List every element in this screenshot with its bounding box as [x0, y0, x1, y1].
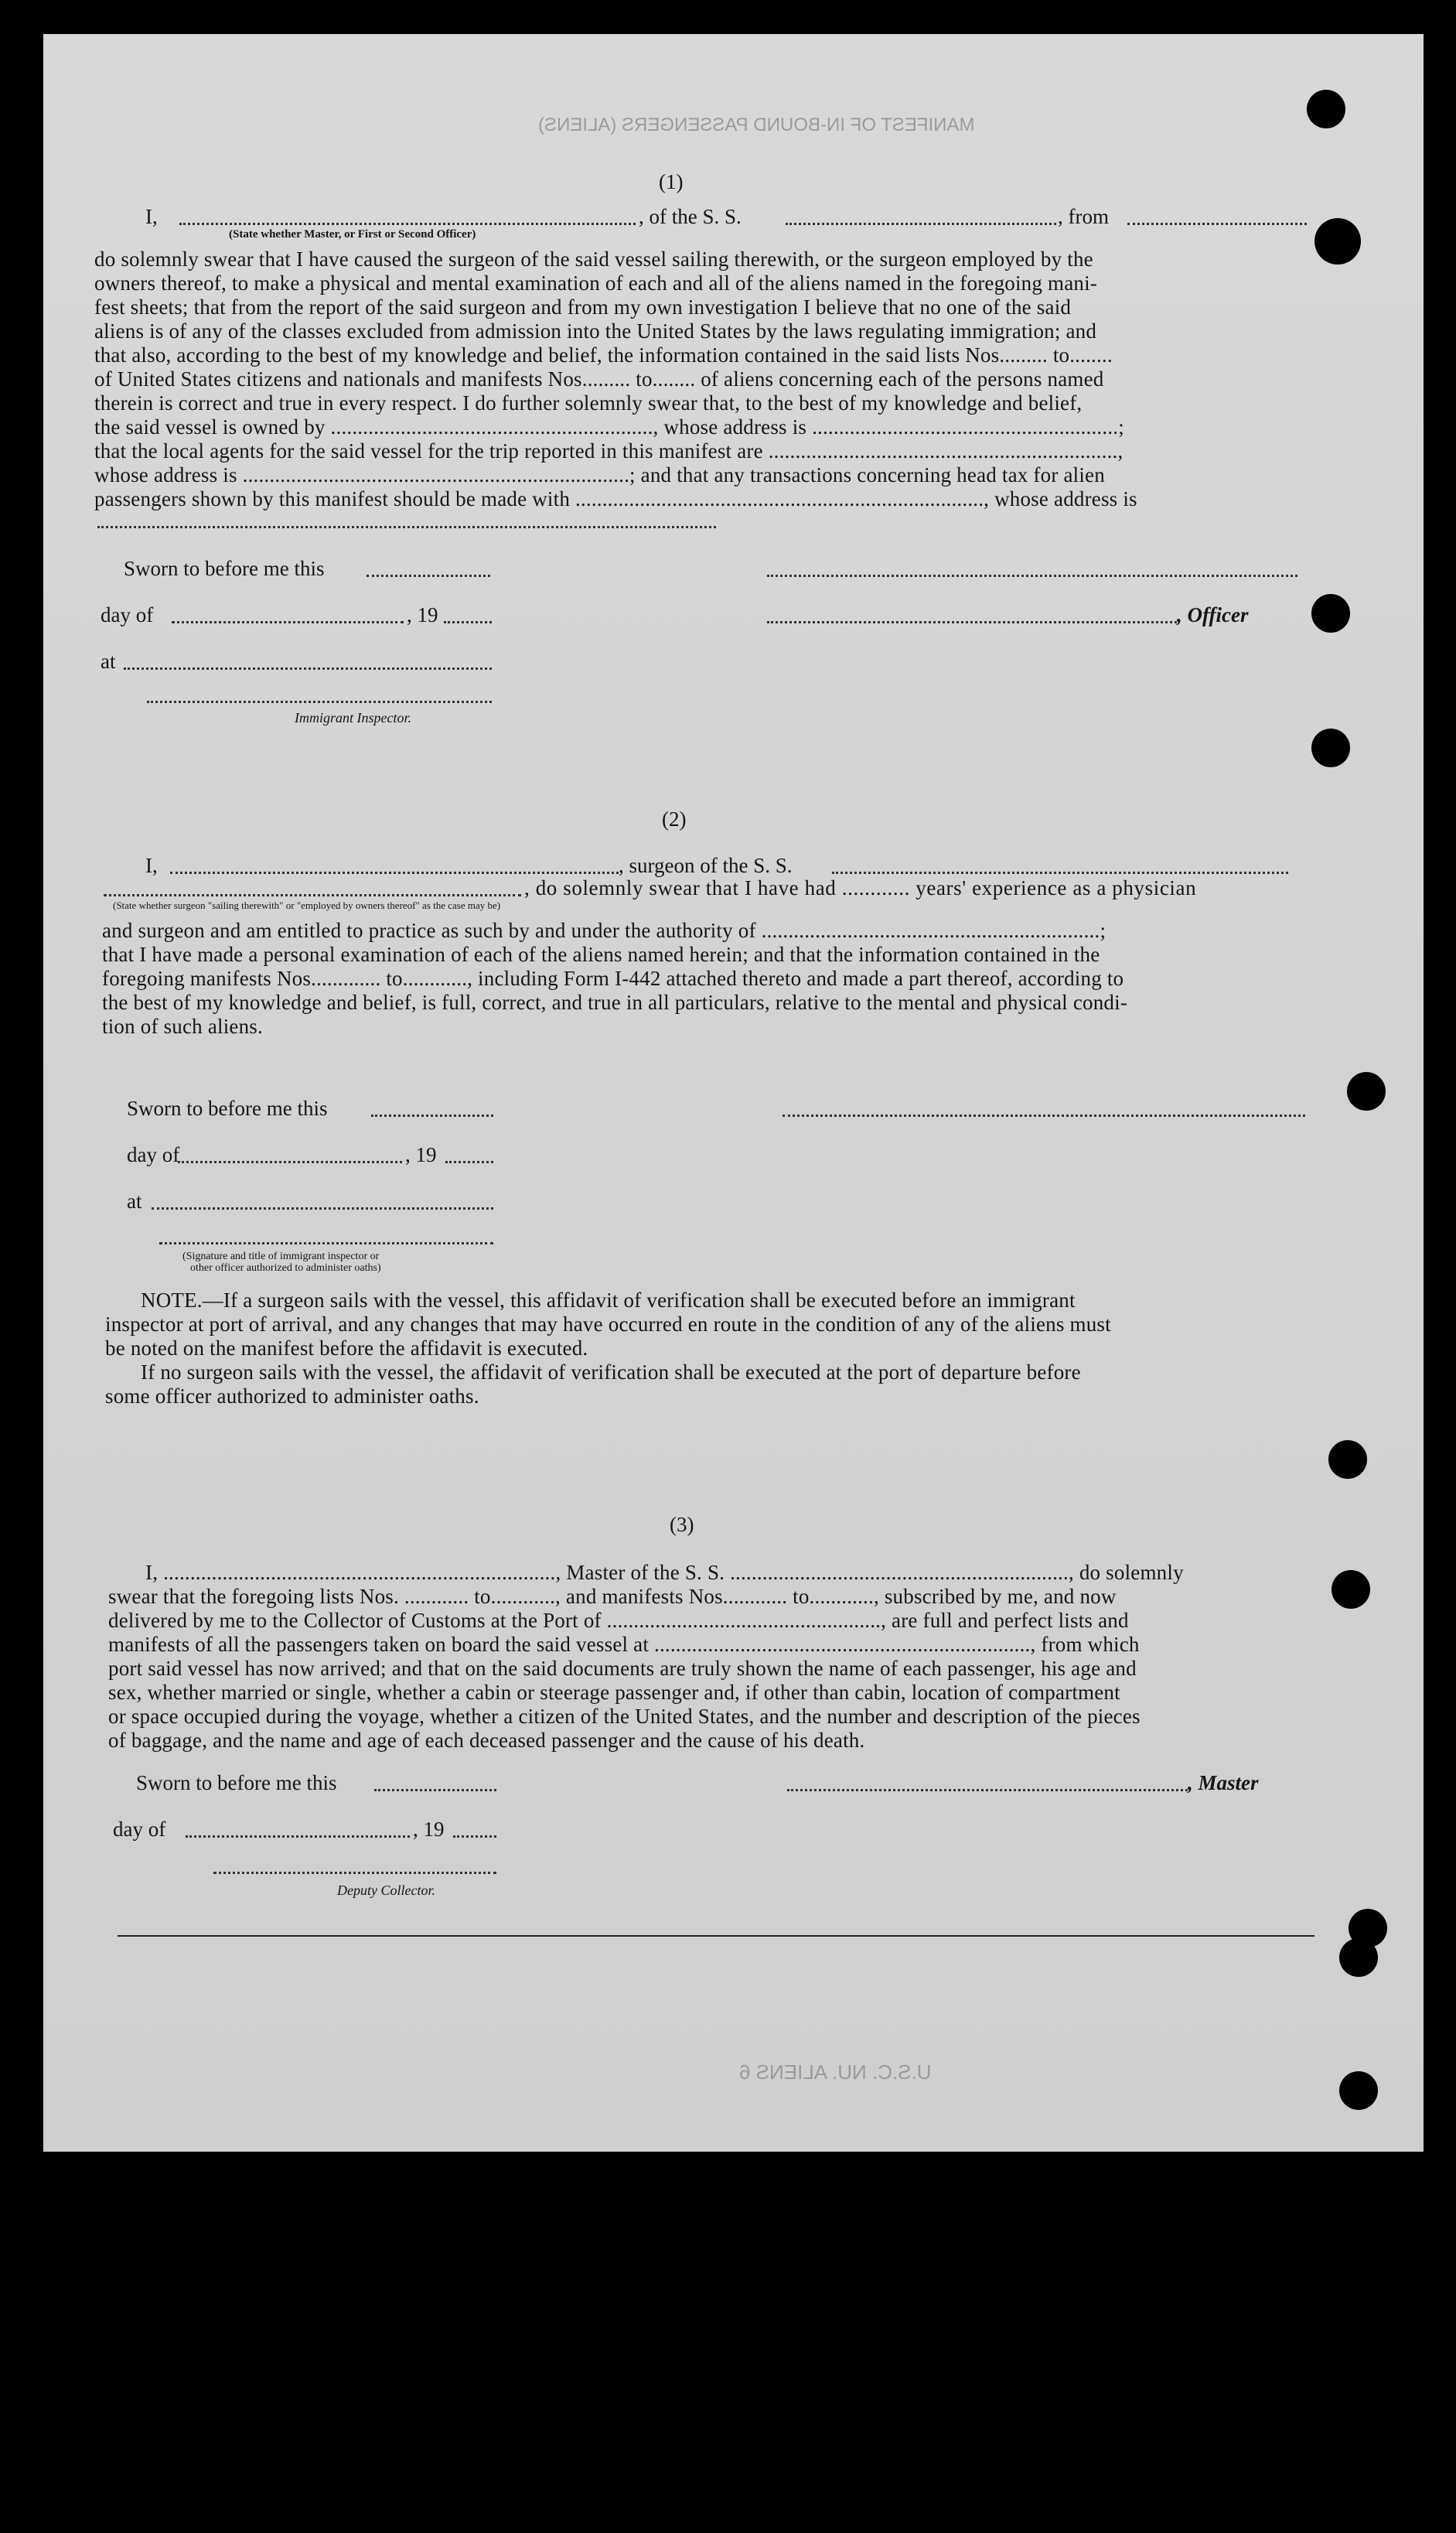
oath-sig-line[interactable]	[159, 1242, 493, 1244]
year-label-2: , 19	[405, 1143, 437, 1166]
section-3-number: (3)	[670, 1513, 694, 1536]
sig-note-1: (Signature and title of immigrant inspector or	[182, 1251, 380, 1262]
officer-field[interactable]	[767, 621, 1177, 623]
day-of-label-2: day of	[127, 1143, 180, 1166]
para-line: fest sheets; that from the report of the said surgeon and from my own investigation I believe that no one of the said	[94, 295, 1072, 319]
para-line: that I have made a personal examination of each of the aliens named herein; and that the information contained in the	[102, 943, 1100, 966]
sworn-date-field-1[interactable]	[367, 575, 490, 577]
section-2-number: (2)	[662, 807, 687, 831]
sworn-label-2: Sworn to before me this	[127, 1097, 328, 1120]
note-line: inspector at port of arrival, and any changes that may have occurred en route in the condition of any of the aliens must	[105, 1313, 1111, 1336]
para-line: that the local agents for the said vessel for the trip reported in this manifest are .................................................................,	[94, 439, 1124, 463]
para-line: the said vessel is owned by ............................................................, whose address is .........................................................;	[94, 415, 1124, 439]
para-line: manifests of all the passengers taken on board the said vessel at ......................................................................, from which	[108, 1633, 1140, 1656]
section-1-line-I: I,	[145, 205, 158, 228]
punch-hole	[1311, 594, 1350, 633]
day-field-2[interactable]	[178, 1161, 402, 1163]
surgeon-status-field[interactable]	[104, 894, 521, 896]
para-line: passengers shown by this manifest should be made with ............................................................................, whose address is	[94, 487, 1137, 510]
at-field-2[interactable]	[152, 1207, 493, 1210]
sworn-date-field-2[interactable]	[371, 1115, 493, 1117]
para-line: and surgeon and am entitled to practice as such by and under the authority of ...............................................................;	[102, 919, 1106, 942]
section-3-paragraph	[108, 1561, 1314, 1753]
surgeon-note: (State whether surgeon "sailing therewith" or "employed by owners thereof" as the case may be)	[113, 900, 501, 911]
sworn-label-3: Sworn to before me this	[136, 1771, 337, 1794]
officer-sig-line-1[interactable]	[767, 575, 1297, 577]
para-line: of baggage, and the name and age of each deceased passenger and the cause of his death.	[108, 1729, 865, 1752]
inspector-label: Immigrant Inspector.	[295, 710, 411, 725]
punch-hole	[1314, 218, 1361, 265]
para-line: I, ........................................................................., Master of the S. S. ..............................................................., do solemnly	[145, 1561, 1184, 1584]
para-line: foregoing manifests Nos............. to............, including Form I-442 attached thereto and made a part thereof, according to	[102, 967, 1124, 990]
day-of-label-1: day of	[101, 603, 154, 626]
address-field[interactable]	[97, 526, 716, 528]
year-label-3: , 19	[413, 1818, 445, 1841]
punch-hole	[1311, 729, 1350, 767]
surgeon-of-label: , surgeon of the S. S.	[619, 854, 793, 877]
punch-hole	[1339, 1938, 1378, 1977]
para-line: whose address is ........................................................................; and that any transactions concerning head tax for alien	[94, 463, 1105, 486]
deputy-sig-line[interactable]	[213, 1872, 496, 1874]
bottom-divider	[118, 1935, 1314, 1937]
section-2-line-I: I,	[145, 854, 158, 877]
para-line: port said vessel has now arrived; and that on the said documents are truly shown the name of each passenger, his age and	[108, 1657, 1137, 1680]
note-line: If no surgeon sails with the vessel, the affidavit of verification shall be executed at the port of departure before	[141, 1360, 1081, 1384]
day-field-1[interactable]	[172, 621, 404, 623]
section-1-of-ss: , of the S. S.	[639, 205, 742, 228]
para-line: the best of my knowledge and belief, is full, correct, and true in all particulars, relative to the mental and physical condi-	[102, 991, 1128, 1014]
para-line: do solemnly swear that I have caused the surgeon of the said vessel sailing therewith, or the surgeon employed by the	[94, 247, 1093, 271]
year-field-1[interactable]	[444, 621, 492, 623]
day-of-label-3: day of	[113, 1818, 166, 1841]
section-2-paragraph	[102, 919, 1308, 1039]
day-field-3[interactable]	[186, 1835, 410, 1838]
at-label-2: at	[127, 1190, 142, 1213]
para-line: that also, according to the best of my knowledge and belief, the information contained in the said lists Nos......... to........	[94, 343, 1113, 367]
inspector-sig-line[interactable]	[147, 701, 492, 703]
ship-field-2[interactable]	[832, 872, 1288, 874]
sworn-label-1: Sworn to before me this	[124, 557, 325, 580]
year-field-3[interactable]	[453, 1835, 496, 1838]
deputy-label: Deputy Collector.	[337, 1883, 435, 1898]
para-line: aliens is of any of the classes excluded from admission into the United States by the laws regulating immigration; and	[94, 319, 1097, 343]
para-line: owners thereof, to make a physical and mental examination of each and all of the aliens named in the foregoing mani-	[94, 271, 1097, 295]
year-field-2[interactable]	[445, 1161, 493, 1163]
punch-hole	[1332, 1570, 1370, 1609]
punch-hole	[1347, 1072, 1386, 1111]
para-line: tion of such aliens.	[102, 1015, 263, 1038]
swear-line: , do solemnly swear that I have had ............ years' experience as a physician	[524, 876, 1197, 900]
master-note: (State whether Master, or First or Second Officer)	[229, 228, 476, 241]
para-line: of United States citizens and nationals and manifests Nos......... to........ of aliens concerning each of the persons named	[94, 367, 1104, 391]
para-line: or space occupied during the voyage, whether a citizen of the United States, and the number and description of the pieces	[108, 1705, 1141, 1728]
section-1-number: (1)	[659, 170, 684, 193]
section-1-paragraph	[94, 247, 1307, 511]
punch-hole	[1339, 2071, 1378, 2110]
note-line: some officer authorized to administer oaths.	[105, 1384, 479, 1408]
at-label-1: at	[101, 650, 116, 673]
at-field-1[interactable]	[124, 667, 492, 670]
para-line: therein is correct and true in every respect. I do further solemnly swear that, to the best of my knowledge and belief,	[94, 391, 1083, 415]
sig-note-2: other officer authorized to administer oaths)	[190, 1262, 381, 1274]
year-label-1: , 19	[407, 603, 438, 626]
punch-hole	[1307, 90, 1345, 128]
master-name-field[interactable]	[179, 223, 636, 225]
note-line: NOTE.—If a surgeon sails with the vessel, this affidavit of verification shall be executed before an immigrant	[141, 1289, 1076, 1312]
para-line: delivered by me to the Collector of Customs at the Port of ..................................................., are full and perfect lists and	[108, 1609, 1129, 1632]
note-paragraph	[105, 1289, 1310, 1408]
bleed-through-top: MANIFEST OF IN-BOUND PASSENGERS (ALIENS)	[538, 114, 975, 135]
para-line: sex, whether married or single, whether a cabin or steerage passenger and, if other than cabin, location of compartment	[108, 1681, 1120, 1704]
surgeon-name-field[interactable]	[170, 872, 619, 874]
officer-label: , Officer	[1177, 603, 1249, 626]
document-page	[43, 34, 1424, 2152]
bleed-through-bottom: U.S.C. NU. ALIENS 6	[739, 2060, 932, 2084]
from-port-field[interactable]	[1127, 223, 1307, 225]
master-sig-line[interactable]	[787, 1789, 1188, 1791]
master-label: , Master	[1188, 1771, 1259, 1794]
surgeon-sig-line[interactable]	[783, 1115, 1305, 1117]
sworn-date-field-3[interactable]	[374, 1789, 496, 1791]
note-line: be noted on the manifest before the affidavit is executed.	[105, 1336, 588, 1360]
section-1-from: , from	[1058, 205, 1109, 228]
punch-hole	[1328, 1440, 1367, 1479]
para-line: swear that the foregoing lists Nos. ............ to............, and manifests Nos............ to............, subscribed by me, and now	[108, 1585, 1117, 1608]
ship-name-field[interactable]	[786, 223, 1056, 225]
